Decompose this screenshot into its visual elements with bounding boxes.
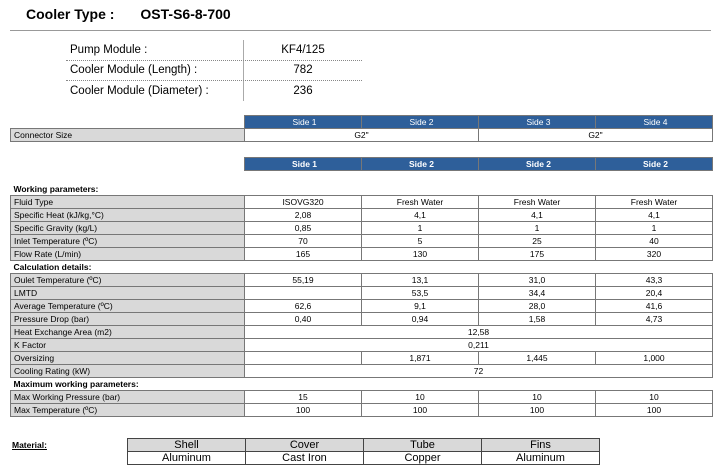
- cell: 9,1: [362, 300, 479, 313]
- connector-table: [10, 115, 713, 142]
- cell: 34,4: [479, 287, 596, 300]
- cell: Fresh Water: [479, 196, 596, 209]
- cell: 10: [479, 391, 596, 404]
- cell: [245, 352, 362, 365]
- cell: 4,73: [596, 313, 713, 326]
- cell: ISOVG320: [245, 196, 362, 209]
- cell: 1,000: [596, 352, 713, 365]
- cell: 1,445: [479, 352, 596, 365]
- table-row: [11, 287, 713, 300]
- material-value-shell: Aluminum: [128, 452, 246, 465]
- cell: Fresh Water: [596, 196, 713, 209]
- table-row: [11, 196, 713, 209]
- module-value: KF4/125: [281, 43, 325, 56]
- row-label: K Factor: [11, 339, 245, 352]
- row-label: Cooling Rating (kW): [11, 365, 245, 378]
- param-header: Side 1: [245, 158, 362, 171]
- working-section-title: Working parameters:: [13, 184, 99, 194]
- module-value: 782: [293, 64, 313, 77]
- cell: Fresh Water: [362, 196, 479, 209]
- module-label: Pump Module :: [66, 40, 244, 60]
- table-row: [11, 365, 713, 378]
- material-table: [127, 438, 600, 465]
- cell: 15: [245, 391, 362, 404]
- table-row: [11, 313, 713, 326]
- material-value-tube: Copper: [364, 452, 482, 465]
- row-label: Flow Rate (L/min): [11, 248, 245, 261]
- cell: 2,08: [245, 209, 362, 222]
- module-label: Cooler Module (Diameter) :: [66, 81, 244, 101]
- row-label: Inlet Temperature (ºC): [11, 235, 245, 248]
- cell: 70: [245, 235, 362, 248]
- calc-section-title: Calculation details:: [13, 262, 92, 272]
- cell: 53,5: [362, 287, 479, 300]
- connector-header-side-2: Side 2: [362, 116, 479, 129]
- row-label: Oversizing: [11, 352, 245, 365]
- cell: 31,0: [479, 274, 596, 287]
- cell: 165: [245, 248, 362, 261]
- connector-size-sides-3-4: G2": [479, 129, 713, 142]
- table-row: [11, 248, 713, 261]
- row-label: Heat Exchange Area (m2): [11, 326, 245, 339]
- cell: 4,1: [596, 209, 713, 222]
- table-row: [11, 404, 713, 417]
- cell: 175: [479, 248, 596, 261]
- row-label: Oulet Temperature (ºC): [11, 274, 245, 287]
- table-row: [11, 339, 713, 352]
- module-value: 236: [293, 84, 313, 97]
- cell: 100: [596, 404, 713, 417]
- cooler-type-value: OST-S6-8-700: [140, 6, 231, 22]
- cell: 0,94: [362, 313, 479, 326]
- table-row: [11, 235, 713, 248]
- material-header-shell: Shell: [128, 439, 246, 452]
- header-divider: [10, 30, 711, 31]
- cell: 4,1: [362, 209, 479, 222]
- param-header: Side 2: [362, 158, 479, 171]
- material-header-fins: Fins: [482, 439, 600, 452]
- cell: 1,58: [479, 313, 596, 326]
- module-row-pump: [66, 40, 362, 60]
- module-row-length: [66, 60, 362, 81]
- row-label: Max Working Pressure (bar): [11, 391, 245, 404]
- material-header-cover: Cover: [246, 439, 364, 452]
- module-row-diameter: [66, 80, 362, 101]
- connector-size-label: Connector Size: [11, 129, 245, 142]
- connector-header-side-1: Side 1: [245, 116, 362, 129]
- material-value-cover: Cast Iron: [246, 452, 364, 465]
- row-label: Specific Gravity (kg/L): [11, 222, 245, 235]
- table-row: [11, 391, 713, 404]
- cell: 100: [362, 404, 479, 417]
- cooler-type-label: Cooler Type :: [26, 6, 115, 22]
- table-row: [11, 222, 713, 235]
- material-label: Material:: [12, 440, 47, 450]
- parameters-table: [10, 157, 713, 417]
- module-info: [66, 40, 362, 101]
- cell: 4,1: [479, 209, 596, 222]
- row-label: Average Temperature (ºC): [11, 300, 245, 313]
- param-header: Side 2: [596, 158, 713, 171]
- module-label: Cooler Module (Length) :: [66, 61, 244, 81]
- row-label: Fluid Type: [11, 196, 245, 209]
- cell: 0,40: [245, 313, 362, 326]
- table-row: [11, 274, 713, 287]
- cell: 1: [479, 222, 596, 235]
- cell: 1: [362, 222, 479, 235]
- table-row: [11, 209, 713, 222]
- row-label: Pressure Drop (bar): [11, 313, 245, 326]
- heat-exchange-area-value: 12,58: [245, 326, 713, 339]
- cooler-type-title: [26, 6, 231, 22]
- cell: 20,4: [596, 287, 713, 300]
- table-row: [11, 300, 713, 313]
- cell: 25: [479, 235, 596, 248]
- row-label: Max Temperature (ºC): [11, 404, 245, 417]
- cell: 40: [596, 235, 713, 248]
- material-header-tube: Tube: [364, 439, 482, 452]
- connector-header-side-3: Side 3: [479, 116, 596, 129]
- table-row: [11, 352, 713, 365]
- cell: 13,1: [362, 274, 479, 287]
- cell: 10: [596, 391, 713, 404]
- cell: 10: [362, 391, 479, 404]
- connector-size-sides-1-2: G2": [245, 129, 479, 142]
- row-label: LMTD: [11, 287, 245, 300]
- cell: 320: [596, 248, 713, 261]
- param-header: Side 2: [479, 158, 596, 171]
- cell: 130: [362, 248, 479, 261]
- cell: 1: [596, 222, 713, 235]
- material-value-fins: Aluminum: [482, 452, 600, 465]
- connector-header-side-4: Side 4: [596, 116, 713, 129]
- cell: [245, 287, 362, 300]
- cooling-rating-value: 72: [245, 365, 713, 378]
- cell: 28,0: [479, 300, 596, 313]
- cell: 43,3: [596, 274, 713, 287]
- cell: 5: [362, 235, 479, 248]
- cell: 55,19: [245, 274, 362, 287]
- cell: 100: [245, 404, 362, 417]
- row-label: Specific Heat (kJ/kg,°C): [11, 209, 245, 222]
- cell: 1,871: [362, 352, 479, 365]
- table-row: [11, 326, 713, 339]
- cell: 100: [479, 404, 596, 417]
- cell: 62,6: [245, 300, 362, 313]
- cell: 0,85: [245, 222, 362, 235]
- k-factor-value: 0,211: [245, 339, 713, 352]
- max-section-title: Maximum working parameters:: [13, 379, 139, 389]
- cell: 41,6: [596, 300, 713, 313]
